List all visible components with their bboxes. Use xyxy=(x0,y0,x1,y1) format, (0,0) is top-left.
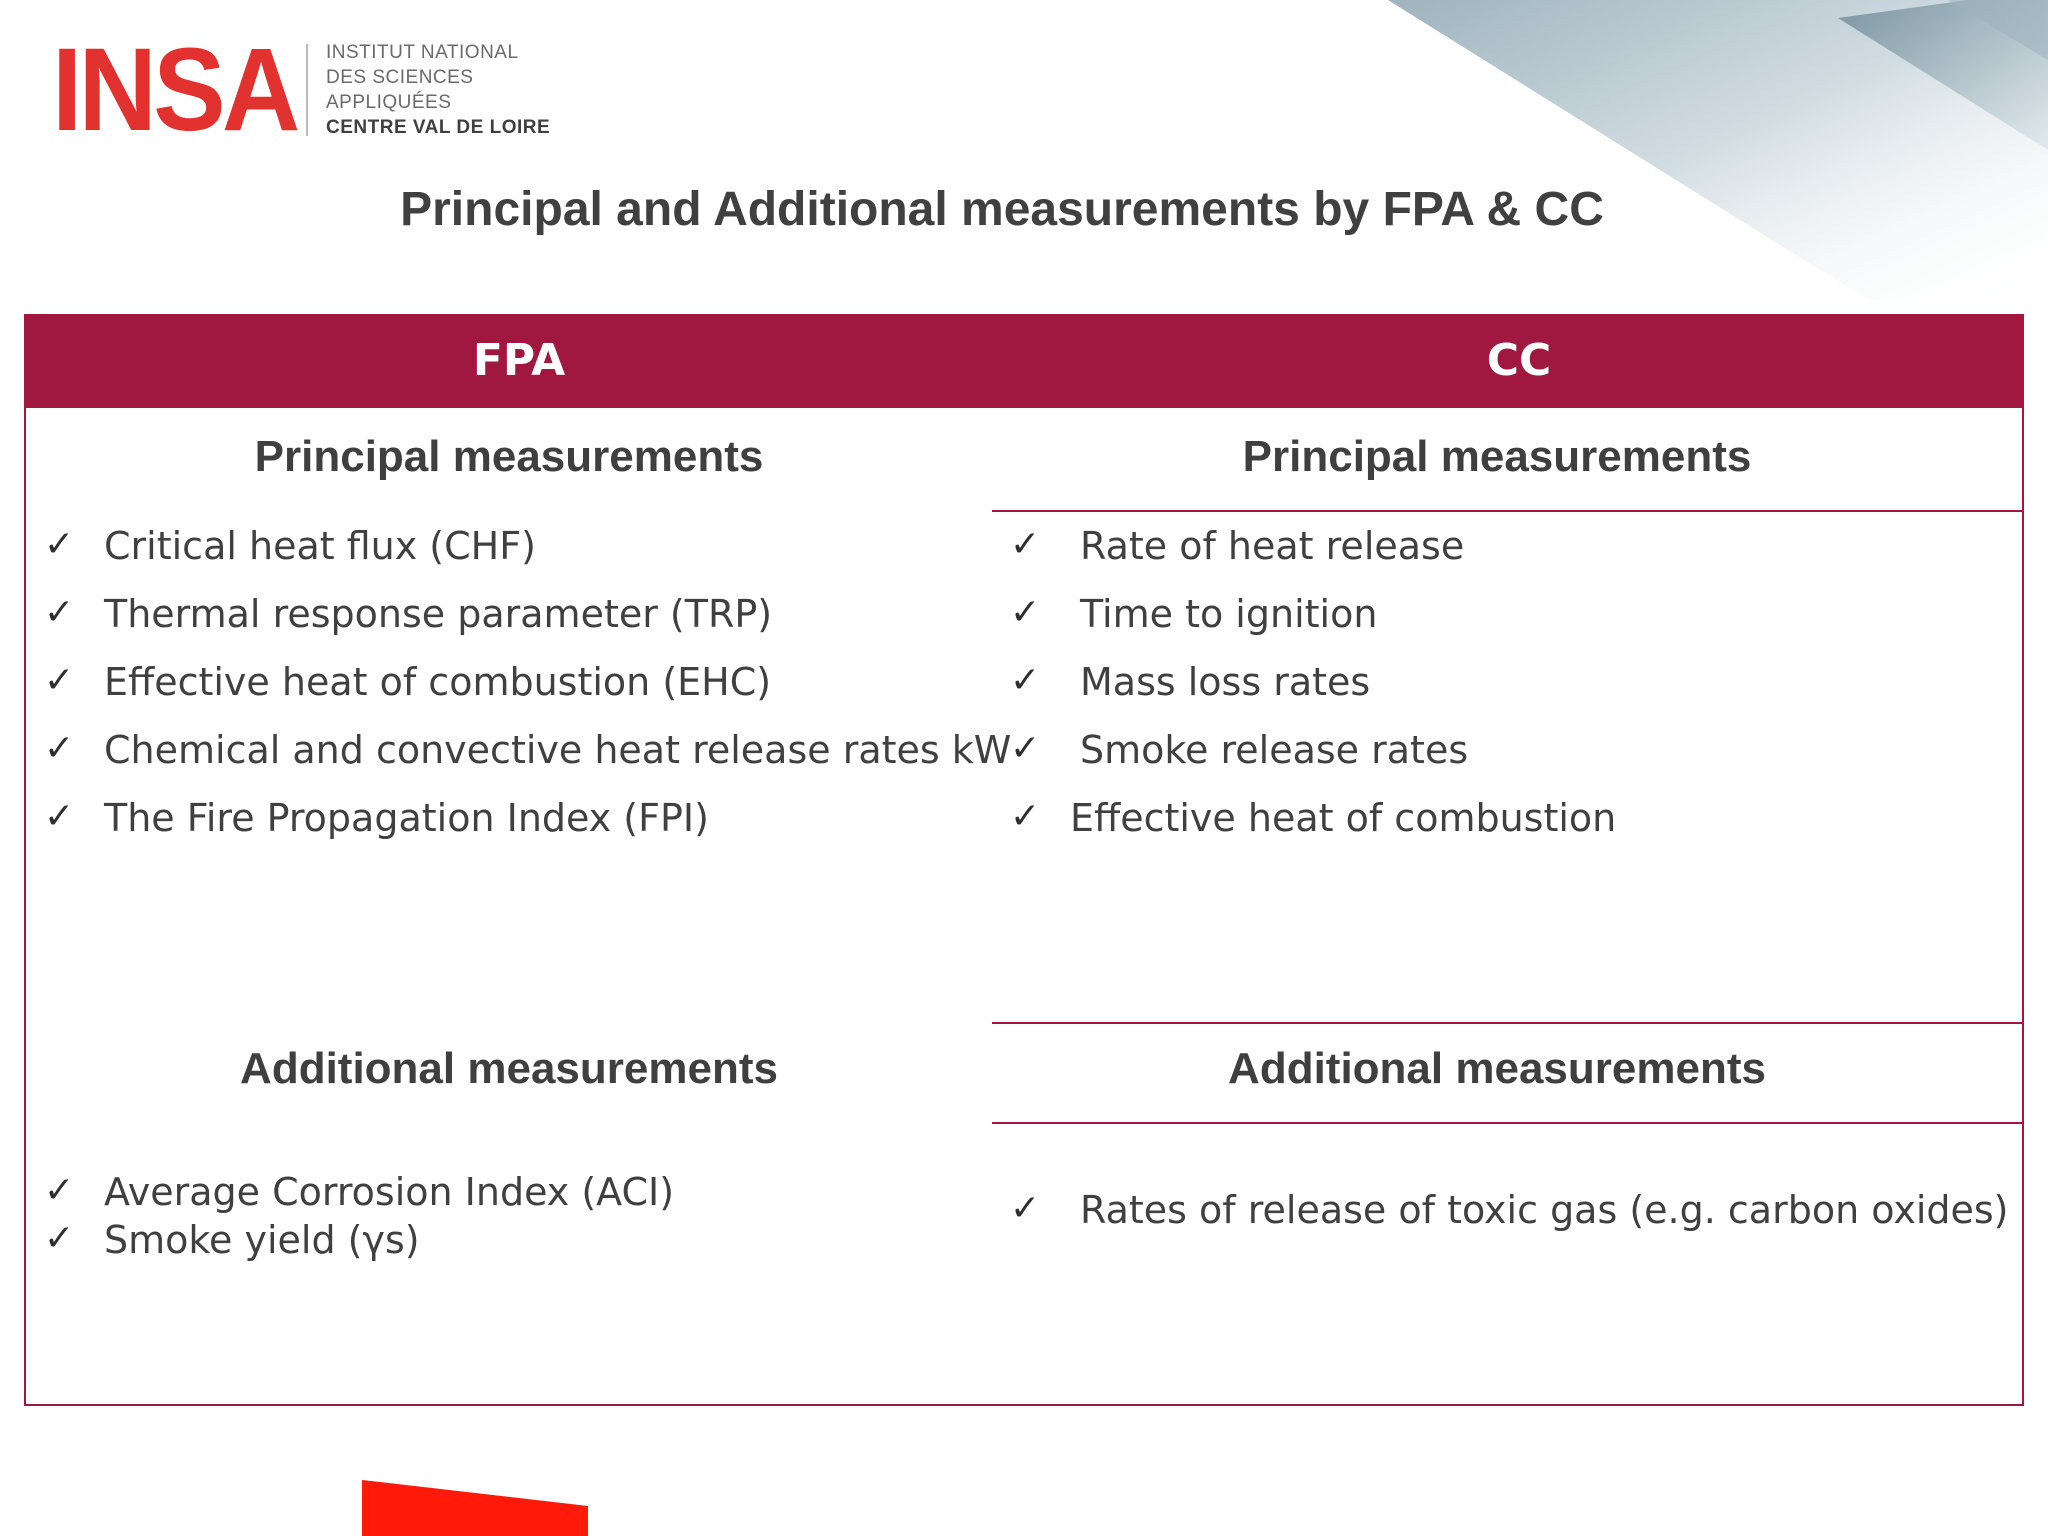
item-text: Critical heat flux (CHF) xyxy=(104,524,536,568)
footer-red-shape xyxy=(362,1480,588,1536)
list-item xyxy=(44,728,1012,796)
header-cc: CC xyxy=(1486,335,1552,386)
logo-line: INSTITUT NATIONAL xyxy=(326,42,519,63)
item-text: Thermal response parameter (TRP) xyxy=(104,592,773,636)
logo-line: APPLIQUÉES xyxy=(326,92,452,113)
cc-divider xyxy=(992,510,2024,512)
list-item xyxy=(1010,728,2010,796)
list-item xyxy=(1010,524,2010,592)
fpa-additional-list xyxy=(44,1170,994,1266)
cc-principal-heading: Principal measurements xyxy=(1242,432,1752,481)
list-item xyxy=(44,1218,994,1266)
item-text: Effective heat of combustion xyxy=(1070,796,1617,840)
insa-logo xyxy=(52,24,551,156)
check-icon: ✓ xyxy=(1010,728,1041,769)
item-text: Effective heat of combustion (EHC) xyxy=(104,660,772,704)
check-icon: ✓ xyxy=(44,592,75,633)
cc-principal-list xyxy=(1010,524,2010,864)
list-item xyxy=(1010,796,2010,864)
fpa-principal-heading: Principal measurements xyxy=(254,432,764,481)
item-text: Mass loss rates xyxy=(1080,660,1371,704)
header-fpa: FPA xyxy=(472,335,566,386)
list-item xyxy=(1010,660,2010,728)
list-item xyxy=(1010,592,2010,660)
item-text: Rates of release of toxic gas (e.g. carbon oxides) xyxy=(1080,1188,2009,1232)
check-icon: ✓ xyxy=(44,796,75,837)
table-header-row xyxy=(24,314,2024,408)
item-text: Time to ignition xyxy=(1080,592,1378,636)
check-icon: ✓ xyxy=(44,728,75,769)
list-item xyxy=(44,1170,994,1218)
item-text: Rate of heat release xyxy=(1080,524,1465,568)
check-icon: ✓ xyxy=(1010,1188,1041,1229)
list-item xyxy=(44,592,994,660)
fpa-principal-list xyxy=(44,524,1012,864)
list-item xyxy=(44,796,994,864)
fpa-additional-heading: Additional measurements xyxy=(240,1044,778,1093)
cc-additional-list xyxy=(1010,1188,2010,1244)
measurements-table xyxy=(24,314,2024,1406)
list-item xyxy=(44,660,994,728)
item-text: Smoke yield (γs) xyxy=(104,1218,420,1262)
logo-line: CENTRE VAL DE LOIRE xyxy=(326,117,551,138)
list-item xyxy=(1010,1188,2010,1244)
check-icon: ✓ xyxy=(1010,592,1041,633)
item-text: Smoke release rates xyxy=(1080,728,1469,772)
check-icon: ✓ xyxy=(44,1218,75,1259)
check-icon: ✓ xyxy=(1010,660,1041,701)
item-text: The Fire Propagation Index (FPI) xyxy=(104,796,709,840)
corner-decoration xyxy=(1348,0,2048,300)
check-icon: ✓ xyxy=(44,660,75,701)
item-text: Chemical and convective heat release rates kW xyxy=(104,728,1012,772)
cc-divider xyxy=(992,1022,2024,1024)
check-icon: ✓ xyxy=(44,524,75,565)
logo-line: DES SCIENCES xyxy=(326,67,474,88)
check-icon: ✓ xyxy=(1010,796,1041,837)
logo-separator xyxy=(306,44,308,136)
check-icon: ✓ xyxy=(44,1170,75,1211)
item-text: Average Corrosion Index (ACI) xyxy=(104,1170,675,1214)
list-item xyxy=(44,524,994,592)
logo-wordmark: INSA xyxy=(52,24,297,156)
check-icon: ✓ xyxy=(1010,524,1041,565)
slide-title xyxy=(0,182,2048,237)
slide-title-text: Principal and Additional measurements by FPA & CC xyxy=(400,183,1604,236)
logo-text xyxy=(326,40,550,140)
cc-divider xyxy=(992,1122,2024,1124)
cc-additional-heading: Additional measurements xyxy=(1228,1044,1766,1093)
